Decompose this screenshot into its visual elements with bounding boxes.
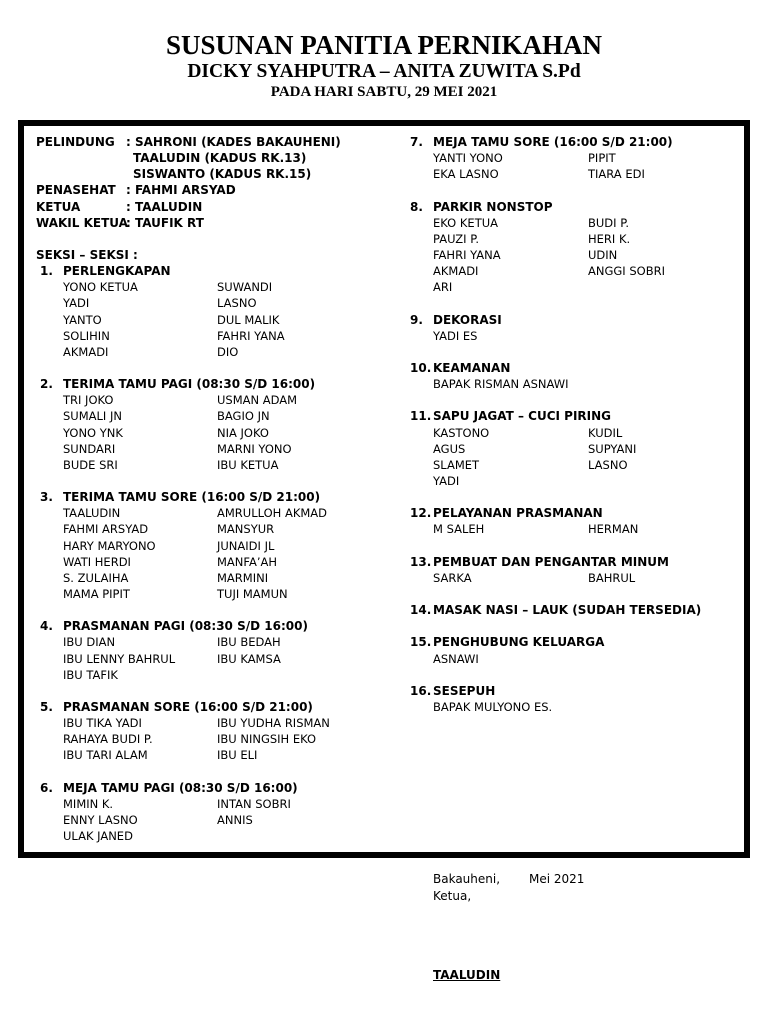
signature-name: TAALUDIN [433,968,501,982]
member-name: TRI JOKO [63,393,114,408]
member-row [410,651,740,667]
member-name: KASTONO [433,425,490,440]
section-number: 3. [40,490,53,505]
member-name: EKA LASNO [433,167,499,182]
member-name: SUNDARI [63,441,116,456]
section-title [36,618,376,634]
member-name: NIA JOKO [217,425,269,440]
member-row [410,699,740,715]
member-name: ARI [433,280,453,295]
section-title-text: PRASMANAN SORE (16:00 S/D 21:00) [63,699,313,714]
member-name: FAHRI YANA [433,247,501,262]
penasehat-value: : FAHMI ARSYAD [126,183,236,198]
member-row [410,166,740,182]
member-name: WATI HERDI [63,554,131,569]
member-name: IBU DIAN [63,635,116,650]
member-name: IBU NINGSIH EKO [217,732,317,747]
member-row [36,408,376,424]
section-title [36,263,376,279]
member-name: ANGGI SOBRI [588,264,665,279]
member-name: BAGIO JN [217,409,270,424]
member-name: SUMALI JN [63,409,122,424]
section-title-text: PELAYANAN PRASMANAN [433,506,603,521]
member-name: AKMADI [433,264,479,279]
member-name: AGUS [433,441,466,456]
section-title-text: KEAMANAN [433,360,511,375]
member-name: HARY MARYONO [63,538,156,553]
member-name: TAALUDIN [63,506,121,521]
member-name: MARMINI [217,570,269,585]
member-row [36,796,376,812]
member-name: IBU KAMSA [217,651,281,666]
member-row [410,215,740,231]
member-name: YANTO [63,312,102,327]
member-row [36,392,376,408]
right-column [410,134,740,715]
member-name: MIMIN K. [63,796,114,811]
member-name: YADI ES [433,328,478,343]
member-name: ULAK JANED [63,829,133,844]
member-row [36,747,376,763]
section-title-text: PRASMANAN PAGI (08:30 S/D 16:00) [63,619,308,634]
member-row [36,828,376,844]
signature-role: Ketua, [433,889,472,903]
member-name: IBU TAFIK [63,667,118,682]
section-title-text: SAPU JAGAT – CUCI PIRING [433,409,612,424]
ketua-label: KETUA [36,199,81,214]
member-row [36,570,376,586]
section-title [410,312,740,328]
pelindung-row-3 [36,166,376,182]
member-row [410,279,740,295]
pelindung-row-2 [36,150,376,166]
section-title-text: MEJA TAMU SORE (16:00 S/D 21:00) [433,135,673,149]
ketua-row [36,199,376,215]
member-name: PIPIT [588,151,616,166]
member-row [410,231,740,247]
section-title-text: DEKORASI [433,312,502,327]
section-number: 6. [40,780,53,795]
member-name: SARKA [433,570,472,585]
member-name: IBU YUDHA RISMAN [217,716,330,731]
section-number: 16. [410,683,432,698]
member-row [36,731,376,747]
section-title-text: TERIMA TAMU PAGI (08:30 S/D 16:00) [63,377,316,392]
member-name: TUJI MAMUN [217,586,288,601]
couple-names: DICKY SYAHPUTRA – ANITA ZUWITA S.Pd [187,61,581,82]
member-row [36,457,376,473]
member-name: IBU KETUA [217,457,279,472]
member-row [36,812,376,828]
member-name: UDIN [588,247,618,262]
member-row [36,667,376,683]
section-title-text: PERLENGKAPAN [63,264,171,279]
member-name: ANNIS [217,812,253,827]
pelindung-row [36,134,376,150]
member-row [36,521,376,537]
member-name: HERMAN [588,522,639,537]
member-row [410,425,740,441]
wakil-ketua-label: WAKIL KETUA [36,215,128,230]
section-title-text: TERIMA TAMU SORE (16:00 S/D 21:00) [63,490,321,505]
member-name: SOLIHIN [63,328,110,343]
section-title-text: MEJA TAMU PAGI (08:30 S/D 16:00) [63,780,298,795]
member-row [410,376,740,392]
member-row [36,651,376,667]
member-row [36,328,376,344]
member-name: IBU LENNY BAHRUL [63,651,176,666]
member-name: EKO KETUA [433,215,499,230]
section-title [410,554,740,570]
section-number: 14. [410,603,432,618]
member-name: IBU ELI [217,748,258,763]
member-row [36,279,376,295]
document-title: SUSUNAN PANITIA PERNIKAHAN [165,30,603,60]
member-name: KUDIL [588,425,623,440]
wakil-ketua-value: : TAUFIK RT [126,215,204,230]
member-name: IBU TIKA YADI [63,716,142,731]
member-name: YANTI YONO [433,151,503,166]
member-name: SLAMET [433,457,480,472]
member-row [410,570,740,586]
member-name: MAMA PIPIT [63,586,130,601]
section-title-text: SESEPUH [433,683,496,698]
section-title [410,602,740,618]
member-row [410,457,740,473]
member-name: LASNO [588,457,628,472]
section-number: 1. [40,264,53,279]
signature-place: Bakauheni, [433,872,501,886]
section-number: 8. [410,199,423,214]
member-name: DIO [217,344,239,359]
member-name: YONO KETUA [63,280,138,295]
section-number: 5. [40,699,53,714]
member-name: BUDE SRI [63,457,118,472]
member-name: SUPYANI [588,441,637,456]
member-name: MANSYUR [217,522,275,537]
section-number: 12. [410,506,432,521]
section-number: 2. [40,377,53,392]
member-name: JUNAIDI JL [217,538,275,553]
signature-month: Mei 2021 [529,872,585,886]
member-name: MANFA’AH [217,554,277,569]
member-name: DUL MALIK [217,312,280,327]
member-row [36,441,376,457]
section-title [36,376,376,392]
penasehat-row [36,182,376,198]
member-name: HERI K. [588,231,631,246]
member-row [36,312,376,328]
section-title [36,699,376,715]
member-row [36,505,376,521]
member-name: USMAN ADAM [217,393,298,408]
section-title [36,489,376,505]
pelindung-label: PELINDUNG [36,135,115,149]
member-name: BAPAK MULYONO ES. [433,699,553,714]
section-title [410,134,740,150]
section-title [410,360,740,376]
member-name: FAHMI ARSYAD [63,522,149,537]
section-title-text: PENGHUBUNG KELUARGA [433,635,605,650]
section-title [410,408,740,424]
member-name: M SALEH [433,522,485,537]
section-number: 7. [410,135,423,149]
member-name: LASNO [217,296,257,311]
member-name: S. ZULAIHA [63,570,129,585]
member-name: MARNI YONO [217,441,292,456]
member-name: YADI [433,473,460,488]
section-number: 10. [410,360,432,375]
sections-label: SEKSI – SEKSI : [36,247,138,262]
section-title-text: PEMBUAT DAN PENGANTAR MINUM [433,554,669,569]
penasehat-label: PENASEHAT [36,183,116,198]
section-title [410,634,740,650]
member-row [36,295,376,311]
member-name: PAUZI P. [433,231,480,246]
member-row [410,150,740,166]
member-name: FAHRI YANA [217,328,285,343]
member-name: BUDI P. [588,215,630,230]
wakil-ketua-row [36,215,376,231]
member-name: BAPAK RISMAN ASNAWI [433,377,569,392]
member-row [410,328,740,344]
member-name: IBU TARI ALAM [63,748,148,763]
member-name: TIARA EDI [588,167,645,182]
section-title [410,199,740,215]
member-row [36,634,376,650]
member-name: INTAN SOBRI [217,796,291,811]
member-name: AKMADI [63,344,109,359]
section-title-text: MASAK NASI – LAUK (SUDAH TERSEDIA) [433,603,702,618]
member-name: SUWANDI [217,280,273,295]
section-number: 13. [410,554,432,569]
member-name: YADI [63,296,90,311]
member-row [36,586,376,602]
member-row [36,425,376,441]
member-name: YONO YNK [63,425,123,440]
section-title-text: PARKIR NONSTOP [433,199,553,214]
event-date: PADA HARI SABTU, 29 MEI 2021 [270,84,498,100]
member-row [410,521,740,537]
member-row [410,247,740,263]
left-column [36,134,376,844]
member-name: AMRULLOH AKMAD [217,506,328,521]
member-name: BAHRUL [588,570,636,585]
section-number: 11. [410,409,432,424]
member-name: IBU BEDAH [217,635,281,650]
member-row [36,344,376,360]
section-title [36,780,376,796]
member-row [410,263,740,279]
member-name: ENNY LASNO [63,812,138,827]
section-number: 4. [40,619,53,634]
member-row [410,473,740,489]
member-name: RAHAYA BUDI P. [63,732,153,747]
member-row [36,538,376,554]
section-title [410,683,740,699]
section-number: 15. [410,635,432,650]
member-row [36,715,376,731]
member-row [36,554,376,570]
member-name: ASNAWI [433,651,479,666]
signature-place-date [433,872,585,886]
pelindung-value-2: TAALUDIN (KADUS RK.13) [133,151,307,166]
member-row [410,441,740,457]
pelindung-value: : SAHRONI (KADES BAKAUHENI) [126,135,341,149]
pelindung-value-3: SISWANTO (KADUS RK.15) [133,167,312,182]
section-title [410,505,740,521]
ketua-value: : TAALUDIN [126,199,203,214]
section-number: 9. [410,312,423,327]
